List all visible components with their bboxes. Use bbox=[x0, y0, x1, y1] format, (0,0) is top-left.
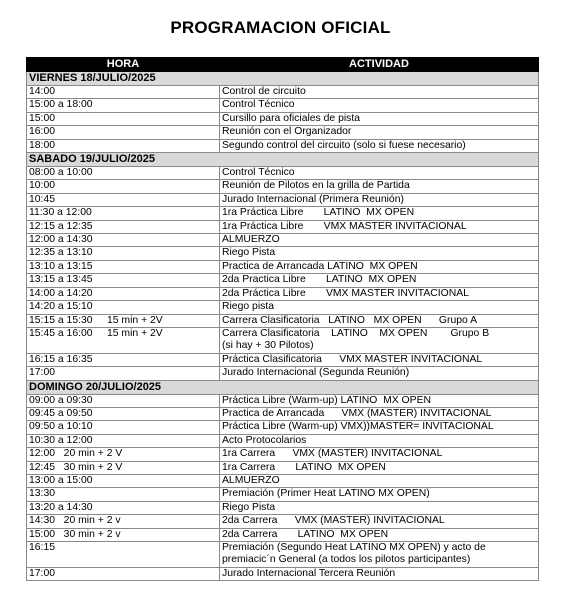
table-row bbox=[27, 448, 539, 461]
table-row bbox=[27, 314, 539, 327]
table-row bbox=[27, 126, 539, 139]
table-row bbox=[27, 207, 539, 220]
actividad-cell bbox=[220, 301, 539, 314]
table-row bbox=[27, 567, 539, 580]
actividad-cell bbox=[220, 421, 539, 434]
hora-cell: 10:45 bbox=[27, 193, 220, 206]
table-row bbox=[27, 488, 539, 501]
actividad-cell bbox=[220, 260, 539, 273]
table-row bbox=[27, 501, 539, 514]
hora-cell: 18:00 bbox=[27, 139, 220, 152]
actividad-text: Jurado Internacional (Segunda Reunión) bbox=[222, 367, 410, 379]
table-row bbox=[27, 407, 539, 420]
actividad-cell bbox=[220, 180, 539, 193]
hora-cell: 10:00 bbox=[27, 180, 220, 193]
actividad-text: 2da Practica Libre LATINO MX OPEN bbox=[222, 274, 417, 286]
actividad-text: Práctica Libre (Warm-up) LATINO MX OPEN bbox=[222, 394, 432, 406]
actividad-cell bbox=[220, 207, 539, 220]
hora-cell: 13:15 a 13:45 bbox=[27, 274, 220, 287]
actividad-text: 2da Práctica Libre VMX MASTER INVITACIONAL bbox=[222, 287, 469, 299]
table-row bbox=[27, 301, 539, 314]
table-row bbox=[27, 112, 539, 125]
actividad-cell bbox=[220, 314, 539, 327]
actividad-cell bbox=[220, 515, 539, 528]
actividad-cell bbox=[220, 461, 539, 474]
hora-cell: 15:00 30 min + 2 v bbox=[27, 528, 220, 541]
actividad-text: 2da Carrera LATINO MX OPEN bbox=[222, 528, 389, 540]
hora-cell: 13:00 a 15:00 bbox=[27, 474, 220, 487]
hora-cell: 16:15 bbox=[27, 542, 220, 568]
actividad-text-continued: premiacic´n General (a todos los pilotos participantes) bbox=[222, 554, 471, 566]
hora-cell: 10:30 a 12:00 bbox=[27, 434, 220, 447]
actividad-cell bbox=[220, 86, 539, 99]
hora-cell: 09:50 a 10:10 bbox=[27, 421, 220, 434]
hora-cell: 15:00 bbox=[27, 112, 220, 125]
actividad-text: Jurado Internacional Tercera Reunión bbox=[222, 567, 396, 579]
hora-cell: 13:20 a 14:30 bbox=[27, 501, 220, 514]
table-row bbox=[27, 461, 539, 474]
actividad-text: ALMUERZO bbox=[222, 474, 280, 486]
actividad-text: 1ra Carrera LATINO MX OPEN bbox=[222, 461, 386, 473]
hora-cell: 17:00 bbox=[27, 567, 220, 580]
table-row bbox=[27, 367, 539, 380]
actividad-text: Control Técnico bbox=[222, 167, 295, 179]
day-label: SABADO 19/JULIO/2025 bbox=[27, 153, 539, 167]
day-label: DOMINGO 20/JULIO/2025 bbox=[27, 380, 539, 394]
table-row bbox=[27, 353, 539, 366]
actividad-text: 2da Carrera VMX (MASTER) INVITACIONAL bbox=[222, 515, 445, 527]
actividad-cell bbox=[220, 542, 539, 568]
actividad-cell bbox=[220, 353, 539, 366]
actividad-text: 1ra Práctica Libre VMX MASTER INVITACIONAL bbox=[222, 220, 467, 232]
hora-cell: 15:45 a 16:00 15 min + 2V bbox=[27, 327, 220, 353]
actividad-text: Práctica Clasificatoria VMX MASTER INVITACIONAL bbox=[222, 353, 483, 365]
hora-cell: 15:00 a 18:00 bbox=[27, 99, 220, 112]
actividad-cell bbox=[220, 139, 539, 152]
day-header-row bbox=[27, 72, 539, 86]
actividad-text: Riego Pista bbox=[222, 501, 276, 513]
actividad-cell bbox=[220, 367, 539, 380]
actividad-text: 1ra Práctica Libre LATINO MX OPEN bbox=[222, 207, 415, 219]
hora-cell: 13:30 bbox=[27, 488, 220, 501]
schedule-body bbox=[27, 72, 539, 581]
hora-cell: 16:15 a 16:35 bbox=[27, 353, 220, 366]
table-row bbox=[27, 167, 539, 180]
actividad-cell bbox=[220, 448, 539, 461]
actividad-text: Práctica Libre (Warm-up) VMX))MASTER= INVITACIONAL bbox=[222, 421, 494, 433]
actividad-cell bbox=[220, 394, 539, 407]
actividad-text: 1ra Carrera VMX (MASTER) INVITACIONAL bbox=[222, 448, 443, 460]
hora-cell: 12:45 30 min + 2 V bbox=[27, 461, 220, 474]
table-row bbox=[27, 434, 539, 447]
hora-cell: 16:00 bbox=[27, 126, 220, 139]
actividad-cell bbox=[220, 501, 539, 514]
table-row bbox=[27, 180, 539, 193]
table-row bbox=[27, 542, 539, 568]
hora-cell: 14:30 20 min + 2 v bbox=[27, 515, 220, 528]
hora-cell: 14:00 bbox=[27, 86, 220, 99]
day-header-row bbox=[27, 153, 539, 167]
actividad-text: Reunión con el Organizador bbox=[222, 126, 352, 138]
hora-cell: 12:15 a 12:35 bbox=[27, 220, 220, 233]
hora-cell: 14:20 a 15:10 bbox=[27, 301, 220, 314]
actividad-cell bbox=[220, 126, 539, 139]
actividad-cell bbox=[220, 327, 539, 353]
actividad-text-continued: (si hay + 30 Pilotos) bbox=[222, 340, 314, 352]
table-row bbox=[27, 193, 539, 206]
table-row bbox=[27, 247, 539, 260]
hora-cell: 09:45 a 09:50 bbox=[27, 407, 220, 420]
actividad-text: Control de circuito bbox=[222, 86, 306, 97]
header-hora: HORA bbox=[27, 58, 220, 72]
table-row bbox=[27, 528, 539, 541]
actividad-cell bbox=[220, 112, 539, 125]
table-row bbox=[27, 99, 539, 112]
table-row bbox=[27, 474, 539, 487]
actividad-cell bbox=[220, 247, 539, 260]
actividad-cell bbox=[220, 488, 539, 501]
table-row bbox=[27, 274, 539, 287]
table-row bbox=[27, 86, 539, 99]
hora-cell: 11:30 a 12:00 bbox=[27, 207, 220, 220]
actividad-text: Segundo control del circuito (solo si fuese necesario) bbox=[222, 139, 466, 151]
hora-cell: 08:00 a 10:00 bbox=[27, 167, 220, 180]
actividad-text: Jurado Internacional (Primera Reunión) bbox=[222, 193, 404, 205]
hora-cell: 15:15 a 15:30 15 min + 2V bbox=[27, 314, 220, 327]
table-row bbox=[27, 260, 539, 273]
actividad-text: Reunión de Pilotos en la grilla de Partida bbox=[222, 180, 410, 192]
actividad-text: Cursillo para oficiales de pista bbox=[222, 112, 361, 124]
actividad-cell bbox=[220, 474, 539, 487]
actividad-text: Premiación (Primer Heat LATINO MX OPEN) bbox=[222, 488, 430, 500]
hora-cell: 12:00 20 min + 2 V bbox=[27, 448, 220, 461]
actividad-cell bbox=[220, 167, 539, 180]
actividad-text: Practica de Arrancada LATINO MX OPEN bbox=[222, 260, 418, 272]
hora-cell: 13:10 a 13:15 bbox=[27, 260, 220, 273]
hora-cell: 14:00 a 14:20 bbox=[27, 287, 220, 300]
table-row bbox=[27, 394, 539, 407]
hora-cell: 17:00 bbox=[27, 367, 220, 380]
hora-cell: 09:00 a 09:30 bbox=[27, 394, 220, 407]
hora-cell: 12:35 a 13:10 bbox=[27, 247, 220, 260]
actividad-text: Control Técnico bbox=[222, 99, 295, 111]
hora-cell: 12:00 a 14:30 bbox=[27, 234, 220, 247]
table-header-row bbox=[27, 58, 539, 72]
table-row bbox=[27, 220, 539, 233]
page-title: PROGRAMACION OFICIAL bbox=[170, 18, 391, 37]
schedule-table bbox=[26, 57, 539, 581]
actividad-text: Riego Pista bbox=[222, 247, 276, 259]
actividad-cell bbox=[220, 434, 539, 447]
actividad-cell bbox=[220, 234, 539, 247]
day-header-row bbox=[27, 380, 539, 394]
actividad-cell bbox=[220, 99, 539, 112]
actividad-text: Carrera Clasificatoria LATINO MX OPEN Grupo A bbox=[222, 314, 478, 326]
actividad-text: Practica de Arrancada VMX (MASTER) INVITACIONAL bbox=[222, 407, 492, 419]
actividad-cell bbox=[220, 567, 539, 580]
actividad-cell bbox=[220, 220, 539, 233]
actividad-cell bbox=[220, 193, 539, 206]
header-actividad: ACTIVIDAD bbox=[220, 58, 539, 72]
actividad-text: Acto Protocolarios bbox=[222, 434, 307, 446]
table-row bbox=[27, 287, 539, 300]
actividad-cell bbox=[220, 407, 539, 420]
actividad-text: Premiación (Segundo Heat LATINO MX OPEN) y acto de bbox=[222, 542, 486, 553]
actividad-cell bbox=[220, 528, 539, 541]
actividad-text: Riego pista bbox=[222, 301, 274, 313]
table-row bbox=[27, 327, 539, 353]
table-row bbox=[27, 421, 539, 434]
actividad-text: ALMUERZO bbox=[222, 234, 280, 246]
actividad-cell bbox=[220, 287, 539, 300]
actividad-cell bbox=[220, 274, 539, 287]
table-row bbox=[27, 515, 539, 528]
table-row bbox=[27, 139, 539, 152]
actividad-text: Carrera Clasificatoria LATINO MX OPEN Grupo B bbox=[222, 327, 490, 339]
day-label: VIERNES 18/JULIO/2025 bbox=[27, 72, 539, 86]
table-row bbox=[27, 234, 539, 247]
